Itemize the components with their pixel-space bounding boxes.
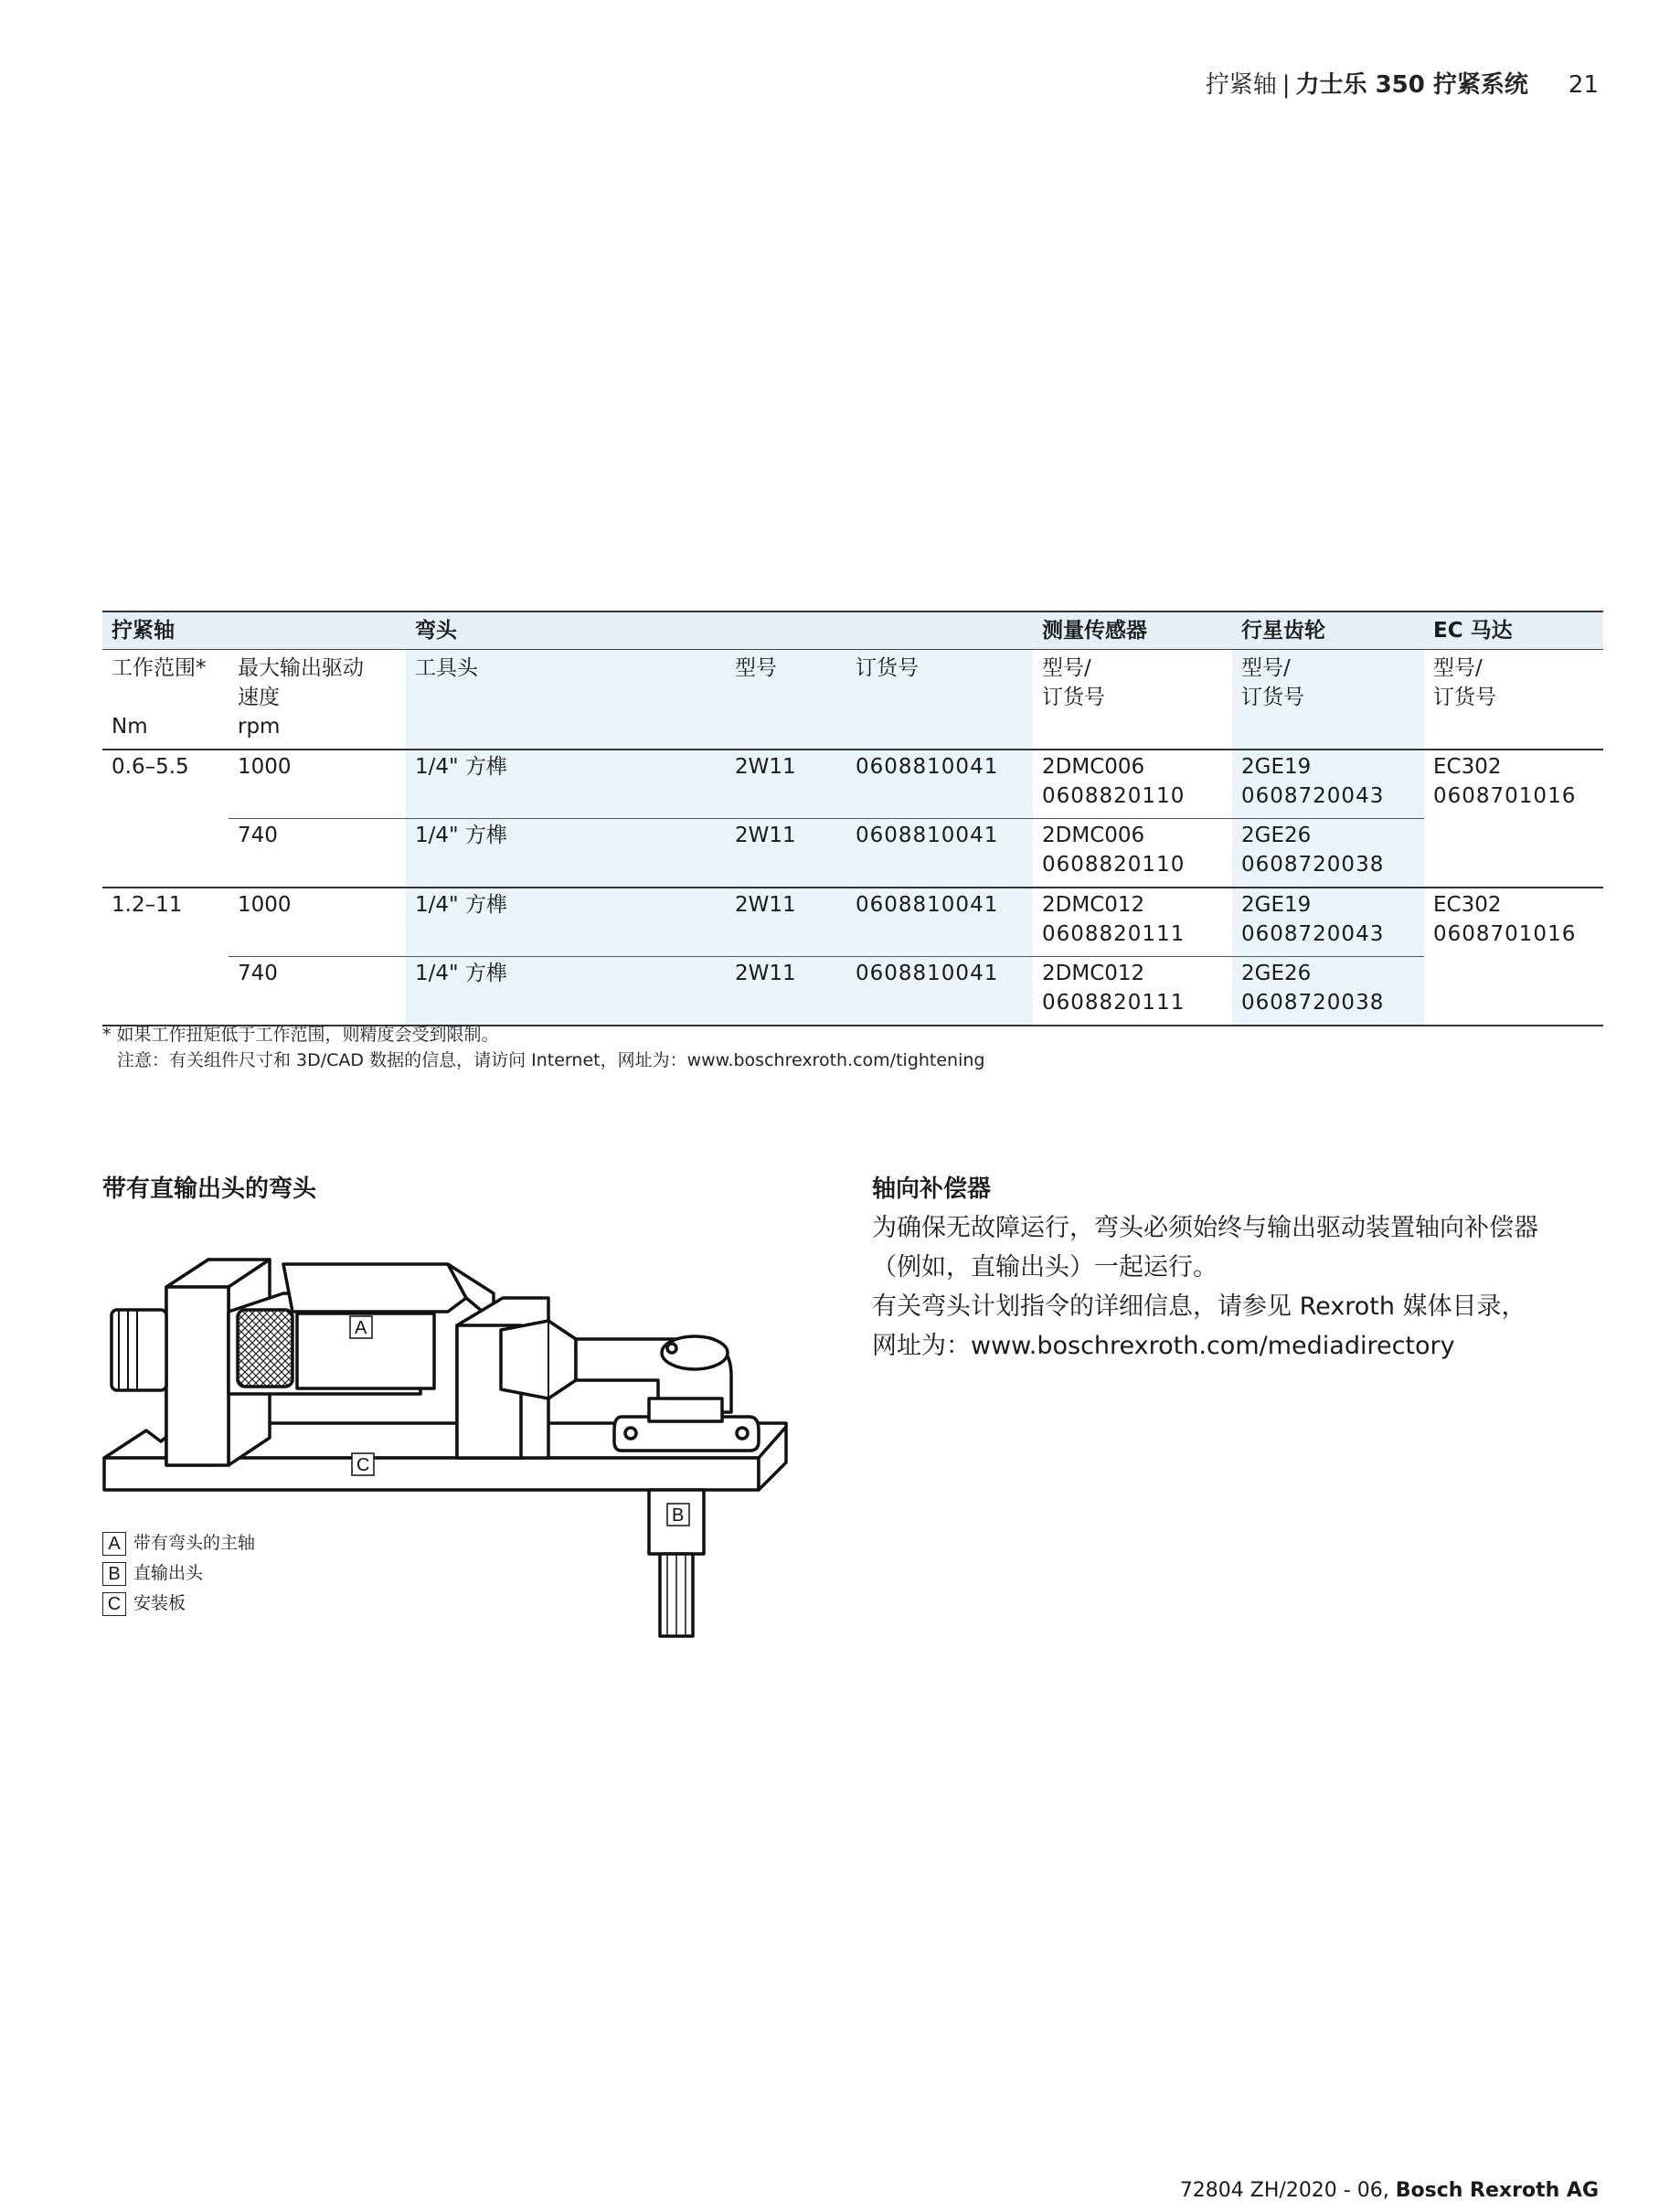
doc-ref: 72804 ZH/2020 - 06, (1179, 2179, 1396, 2202)
cell-motor: EC302 0608701016 (1433, 755, 1577, 808)
header-section: 拧紧轴 (1205, 71, 1277, 99)
legend-item: B 直输出头 (102, 1558, 255, 1589)
cell-tool: 1/4" 方榫 (406, 888, 726, 957)
cell-type: 2W11 (726, 750, 846, 819)
table-row (102, 750, 1603, 819)
legend-item: C 安装板 (102, 1589, 255, 1619)
cell-gear: 2GE26 0608720038 (1232, 957, 1424, 1026)
table-row (102, 957, 1603, 1026)
col-header-speed: 最大输出驱动 速度 rpm (229, 650, 406, 750)
cell-sensor: 2DMC006 0608820110 (1033, 819, 1232, 888)
cell-order: 0608810041 (846, 888, 1033, 957)
callout-c: C (356, 1455, 370, 1475)
group-header-gear: 行星齿轮 (1232, 611, 1424, 650)
cell-sensor: 2DMC006 0608820110 (1033, 750, 1232, 819)
cell-speed: 740 (229, 957, 406, 1026)
cell-speed: 1000 (229, 750, 406, 819)
cell-tool: 1/4" 方榫 (406, 819, 726, 888)
footnote: * 如果工作扭矩低于工作范围，则精度会受到限制。 (102, 1025, 499, 1045)
col-header-motor: 型号/ 订货号 (1424, 650, 1603, 750)
cell-type: 2W11 (726, 888, 846, 957)
cell-speed: 1000 (229, 888, 406, 957)
cell-gear: 2GE19 0608720043 (1232, 750, 1424, 819)
figure-legend (102, 1528, 255, 1619)
cell-tool: 1/4" 方榫 (406, 750, 726, 819)
header-separator: | (1281, 71, 1291, 99)
group-header-angle-head: 弯头 (406, 611, 1033, 650)
col-header-tool: 工具头 (406, 650, 726, 750)
cell-order: 0608810041 (846, 750, 1033, 819)
table-row (102, 888, 1603, 957)
group-header-motor: EC 马达 (1424, 611, 1603, 650)
table-notes (102, 1022, 984, 1073)
group-header-sensor: 测量传感器 (1033, 611, 1232, 650)
col-header-type: 型号 (726, 650, 846, 750)
figure-heading: 带有直输出头的弯头 (102, 1175, 317, 1203)
cell-range (102, 957, 229, 1026)
hex-nut (501, 1321, 576, 1398)
cell-order: 0608810041 (846, 819, 1033, 888)
cell-gear: 2GE26 0608720038 (1232, 819, 1424, 888)
company-name: Bosch Rexroth AG (1395, 2179, 1599, 2202)
page-number: 21 (1568, 71, 1599, 99)
table-column-header-row (102, 650, 1603, 750)
compensator-heading: 轴向补偿器 (872, 1175, 992, 1203)
cell-type: 2W11 (726, 957, 846, 1026)
col-header-sensor: 型号/ 订货号 (1033, 650, 1232, 750)
table-row (102, 819, 1603, 888)
col-header-gear: 型号/ 订货号 (1232, 650, 1424, 750)
header-title: 力士乐 350 拧紧系统 (1295, 71, 1528, 99)
callout-a: A (355, 1318, 367, 1338)
cell-range (102, 819, 229, 888)
cell-gear: 2GE19 0608720043 (1232, 888, 1424, 957)
col-header-order: 订货号 (846, 650, 1033, 750)
cell-motor (1424, 957, 1603, 1026)
col-header-range: 工作范围* Nm (102, 650, 229, 750)
page-footer (1180, 2179, 1599, 2202)
table-group-header-row (102, 611, 1603, 650)
spec-table (102, 611, 1603, 1026)
callout-b: B (672, 1505, 685, 1526)
group-header-spindle: 拧紧轴 (102, 611, 406, 650)
compensator-text: 为确保无故障运行，弯头必须始终与输出驱动装置轴向补偿器 （例如，直输出头）一起运行。 有关弯头计划指令的详细信息，请参见 Rexroth 媒体目录， 网址为：www.boschrexroth.com/mediadirectory (872, 1214, 1538, 1360)
cell-order: 0608810041 (846, 957, 1033, 1026)
cell-motor (1424, 819, 1603, 888)
cell-range: 1.2–11 (112, 893, 183, 917)
cell-range: 0.6–5.5 (112, 755, 189, 779)
cell-sensor: 2DMC012 0608820111 (1033, 888, 1232, 957)
cad-note: 注意：有关组件尺寸和 3D/CAD 数据的信息，请访问 Internet，网址为：www.boschrexroth.com/tightening (117, 1050, 985, 1070)
cell-tool: 1/4" 方榫 (406, 957, 726, 1026)
cell-sensor: 2DMC012 0608820111 (1033, 957, 1232, 1026)
page-header (1206, 66, 1599, 100)
cell-type: 2W11 (726, 819, 846, 888)
legend-item: A 带有弯头的主轴 (102, 1528, 255, 1558)
cell-speed: 740 (229, 819, 406, 888)
cell-motor: EC302 0608701016 (1433, 893, 1577, 946)
